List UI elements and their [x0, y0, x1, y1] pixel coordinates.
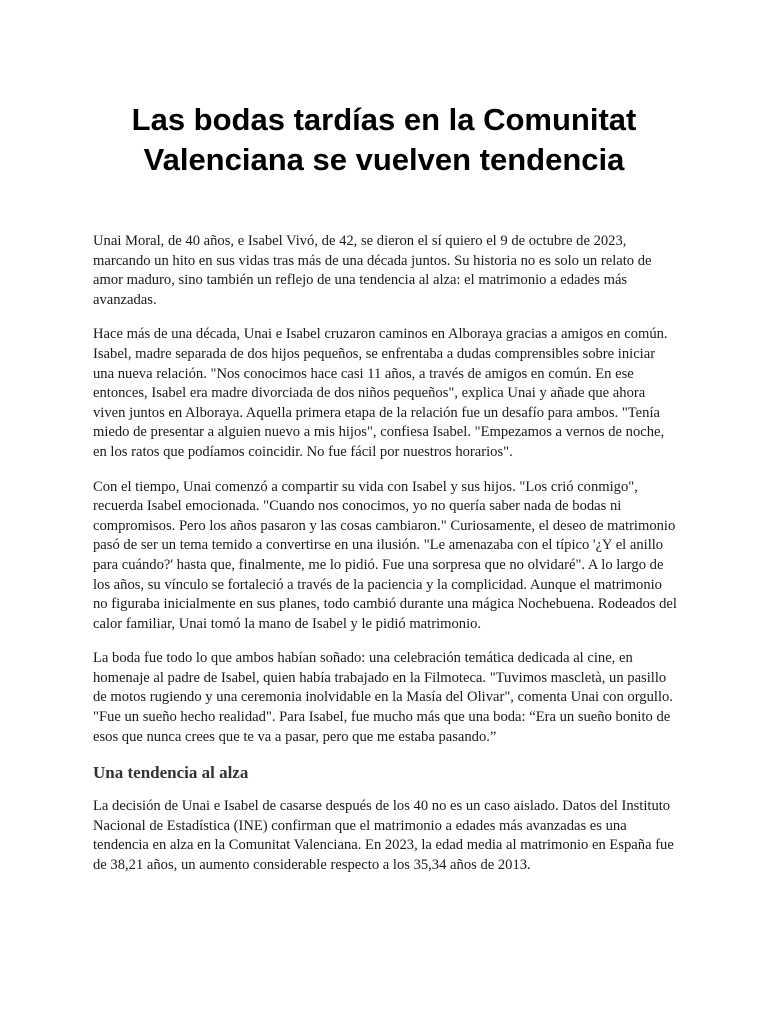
paragraph-relationship: Con el tiempo, Unai comenzó a compartir su vida con Isabel y sus hijos. "Los crió conmigo", recuerda Isabel emocionada. "Cuando nos conocimos, yo no quería saber nada de bodas ni compromisos. Pero los años pasaron y las cosas cambiaron." Curiosamente, el deseo de matrimonio pasó de ser un tema temido a convertirse en una ilusión. "Le amenazaba con el típico '¿Y el anillo para cuándo?' hasta que, finalmente, me lo pidió. Fue una sorpresa que no olvidaré". A lo largo de los años, su vínculo se fortaleció a través de la paciencia y la complicidad. Aunque el matrimonio no figuraba inicialmente en sus planes, todo cambió durante una mágica Nochebuena. Rodeados del calor familiar, Unai tomó la mano de Isabel y le pidió matrimonio. — [93, 478, 677, 632]
article-title: Las bodas tardías en la Comunitat Valenciana se vuelven tendencia — [131, 102, 637, 177]
paragraph-intro: Unai Moral, de 40 años, e Isabel Vivó, de 42, se dieron el sí quiero el 9 de octubre de 2023, marcando un hito en sus vidas tras más de una década juntos. Su historia no es solo un relato de amor maduro, sino también un reflejo de una tendencia al alza: el matrimonio a edades más avanzadas. — [93, 233, 652, 308]
article-body — [93, 232, 678, 891]
paragraph-trend: La decisión de Unai e Isabel de casarse después de los 40 no es un caso aislado. Datos del Instituto Nacional de Estadística (INE) confirman que el matrimonio a edades más avanzadas es una tendencia en alza en la Comunitat Valenciana. En 2023, la edad media al matrimonio en España fue de 38,21 años, un aumento considerable respecto a los 35,34 años de 2013. — [93, 798, 674, 874]
section-subheading: Una tendencia al alza — [93, 763, 249, 783]
paragraph-meeting: Hace más de una década, Unai e Isabel cruzaron caminos en Alboraya gracias a amigos en común. Isabel, madre separada de dos hijos pequeños, se enfrentaba a dudas comprensibles sobre iniciar una nueva relación. "Nos conocimos hace casi 11 años, a través de amigos en común. En ese entonces, Isabel era madre divorciada de dos niños pequeños", explica Unai y añade que ahora viven juntos en Alboraya. Aquella primera etapa de la relación fue un desafío para ambos. "Tenía miedo de presentar a alguien nuevo a mis hijos", confiesa Isabel. "Empezamos a vernos de noche, en los ratos que podíamos coincidir. No fue fácil por nuestros horarios". — [93, 326, 668, 460]
paragraph-wedding: La boda fue todo lo que ambos habían soñado: una celebración temática dedicada al cine, en homenaje al padre de Isabel, quien había trabajado en la Filmoteca. "Tuvimos mascletà, un pasillo de motos rugiendo y una ceremonia inolvidable en la Masía del Olivar", comenta Unai con orgullo. "Fue un sueño hecho realidad". Para Isabel, fue mucho más que una boda: “Era un sueño bonito de esos que nunca crees que te va a pasar, pero que me estaba pasando.” — [93, 650, 673, 745]
